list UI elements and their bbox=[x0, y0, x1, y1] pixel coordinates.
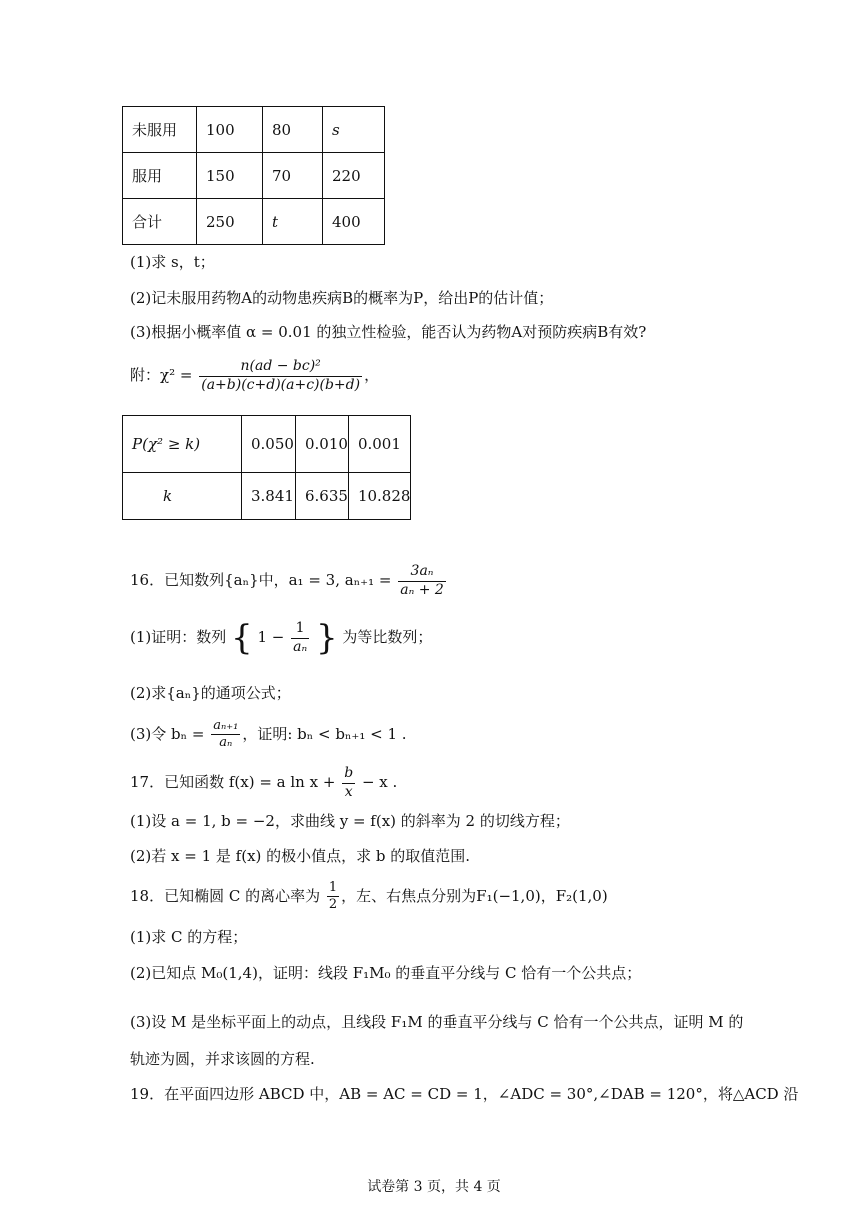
q16-p3-prefix: (3)令 bₙ = bbox=[130, 724, 205, 743]
q17-stem bbox=[130, 765, 397, 801]
q17-stem-suffix: − x . bbox=[361, 773, 398, 791]
formula-denominator: (a+b)(c+d)(a+c)(b+d) bbox=[201, 376, 361, 393]
q16-stem bbox=[130, 563, 448, 599]
q15-part3: (3)根据小概率值 α = 0.01 的独立性检验，能否认为药物A对预防疾病B有效? bbox=[130, 323, 647, 341]
q16-p1-prefix: (1)证明：数列 bbox=[130, 628, 227, 646]
q16-p3-numerator: aₙ₊₁ bbox=[213, 718, 239, 733]
table-cell: s bbox=[323, 107, 385, 153]
table-cell: 80 bbox=[263, 107, 323, 153]
q16-stem-prefix: 16．已知数列{aₙ}中，a₁ = 3, aₙ₊₁ = bbox=[130, 571, 392, 589]
q18-stem-suffix: ，左、右焦点分别为F₁(−1,0)，F₂(1,0) bbox=[341, 886, 608, 905]
q16-part3 bbox=[130, 718, 407, 752]
q16-part2: (2)求{aₙ}的通项公式； bbox=[130, 684, 291, 702]
table-cell: t bbox=[263, 199, 323, 245]
table-cell: 70 bbox=[263, 153, 323, 199]
q16-stem-numerator: 3aₙ bbox=[410, 563, 434, 579]
q16-part1 bbox=[130, 620, 432, 656]
table-cell: 220 bbox=[323, 153, 385, 199]
q16-p3-suffix: ，证明: bₙ < bₙ₊₁ < 1 . bbox=[242, 724, 407, 743]
q16-p3-denominator: aₙ bbox=[211, 734, 240, 751]
q17-stem-denominator: x bbox=[342, 783, 355, 802]
q18-stem-denominator: 2 bbox=[328, 897, 338, 913]
left-brace-icon: { bbox=[231, 618, 253, 658]
q17-part1: (1)设 a = 1, b = −2，求曲线 y = f(x) 的斜率为 2 的切线方程； bbox=[130, 812, 570, 830]
table-header-cell: P(χ² ≥ k) bbox=[123, 416, 242, 473]
q18-stem bbox=[130, 880, 608, 914]
table-cell: 250 bbox=[197, 199, 263, 245]
q15-part2: (2)记未服用药物A的动物患疾病B的概率为P，给出P的估计值； bbox=[130, 289, 554, 307]
q17-stem-prefix: 17．已知函数 f(x) = a ln x + bbox=[130, 773, 336, 791]
q15-part1: (1)求 s，t； bbox=[130, 253, 215, 271]
table-cell: 10.828 bbox=[348, 473, 411, 520]
table-row bbox=[123, 153, 385, 199]
q19-stem: 19．在平面四边形 ABCD 中，AB = AC = CD = 1，∠ADC = 30°,∠DAB = 120°，将△ACD 沿 bbox=[130, 1085, 799, 1103]
table-cell: 未服用 bbox=[123, 107, 197, 153]
contingency-table bbox=[122, 106, 385, 245]
table-cell: 合计 bbox=[123, 199, 197, 245]
table-header-row bbox=[123, 416, 411, 473]
critical-value-table bbox=[122, 415, 411, 520]
right-brace-icon: } bbox=[315, 618, 338, 658]
table-cell: 6.635 bbox=[296, 473, 349, 520]
table-row bbox=[123, 199, 385, 245]
table-cell: 150 bbox=[197, 153, 263, 199]
q18-part3-line2: 轨迹为圆，并求该圆的方程. bbox=[130, 1050, 315, 1068]
table-cell: 服用 bbox=[123, 153, 197, 199]
q18-part1: (1)求 C 的方程； bbox=[130, 928, 248, 946]
q18-part2: (2)已知点 M₀(1,4)，证明：线段 F₁M₀ 的垂直平分线与 C 恰有一个公共点； bbox=[130, 964, 642, 982]
formula-prefix: 附：χ² = bbox=[130, 366, 193, 384]
chi-square-formula bbox=[130, 358, 379, 394]
table-row bbox=[123, 107, 385, 153]
q17-part2: (2)若 x = 1 是 f(x) 的极小值点，求 b 的取值范围. bbox=[130, 847, 471, 865]
q16-p1-denominator: aₙ bbox=[293, 638, 308, 655]
q18-part3-line1: (3)设 M 是坐标平面上的动点，且线段 F₁M 的垂直平分线与 C 恰有一个公共点，证明 M 的 bbox=[130, 1013, 744, 1031]
q16-p1-suffix: 为等比数列； bbox=[342, 628, 433, 646]
table-cell: 100 bbox=[197, 107, 263, 153]
table-header-cell: 0.001 bbox=[348, 416, 411, 473]
table-row bbox=[123, 473, 411, 520]
table-cell: k bbox=[123, 473, 242, 520]
q17-stem-numerator: b bbox=[344, 765, 354, 781]
q18-stem-prefix: 18．已知椭圆 C 的离心率为 bbox=[130, 886, 321, 905]
table-cell: 400 bbox=[323, 199, 385, 245]
q16-p1-numerator: 1 bbox=[295, 620, 305, 636]
table-cell: 3.841 bbox=[242, 473, 296, 520]
q16-stem-denominator: aₙ + 2 bbox=[400, 581, 444, 598]
formula-suffix: ， bbox=[364, 366, 380, 384]
q16-p1-inner: 1 − bbox=[257, 628, 285, 646]
q18-stem-numerator: 1 bbox=[328, 880, 338, 895]
page-footer: 试卷第 3 页，共 4 页 bbox=[367, 1179, 501, 1195]
formula-numerator: n(ad − bc)² bbox=[240, 358, 321, 374]
table-header-cell: 0.050 bbox=[242, 416, 296, 473]
table-header-cell: 0.010 bbox=[296, 416, 349, 473]
